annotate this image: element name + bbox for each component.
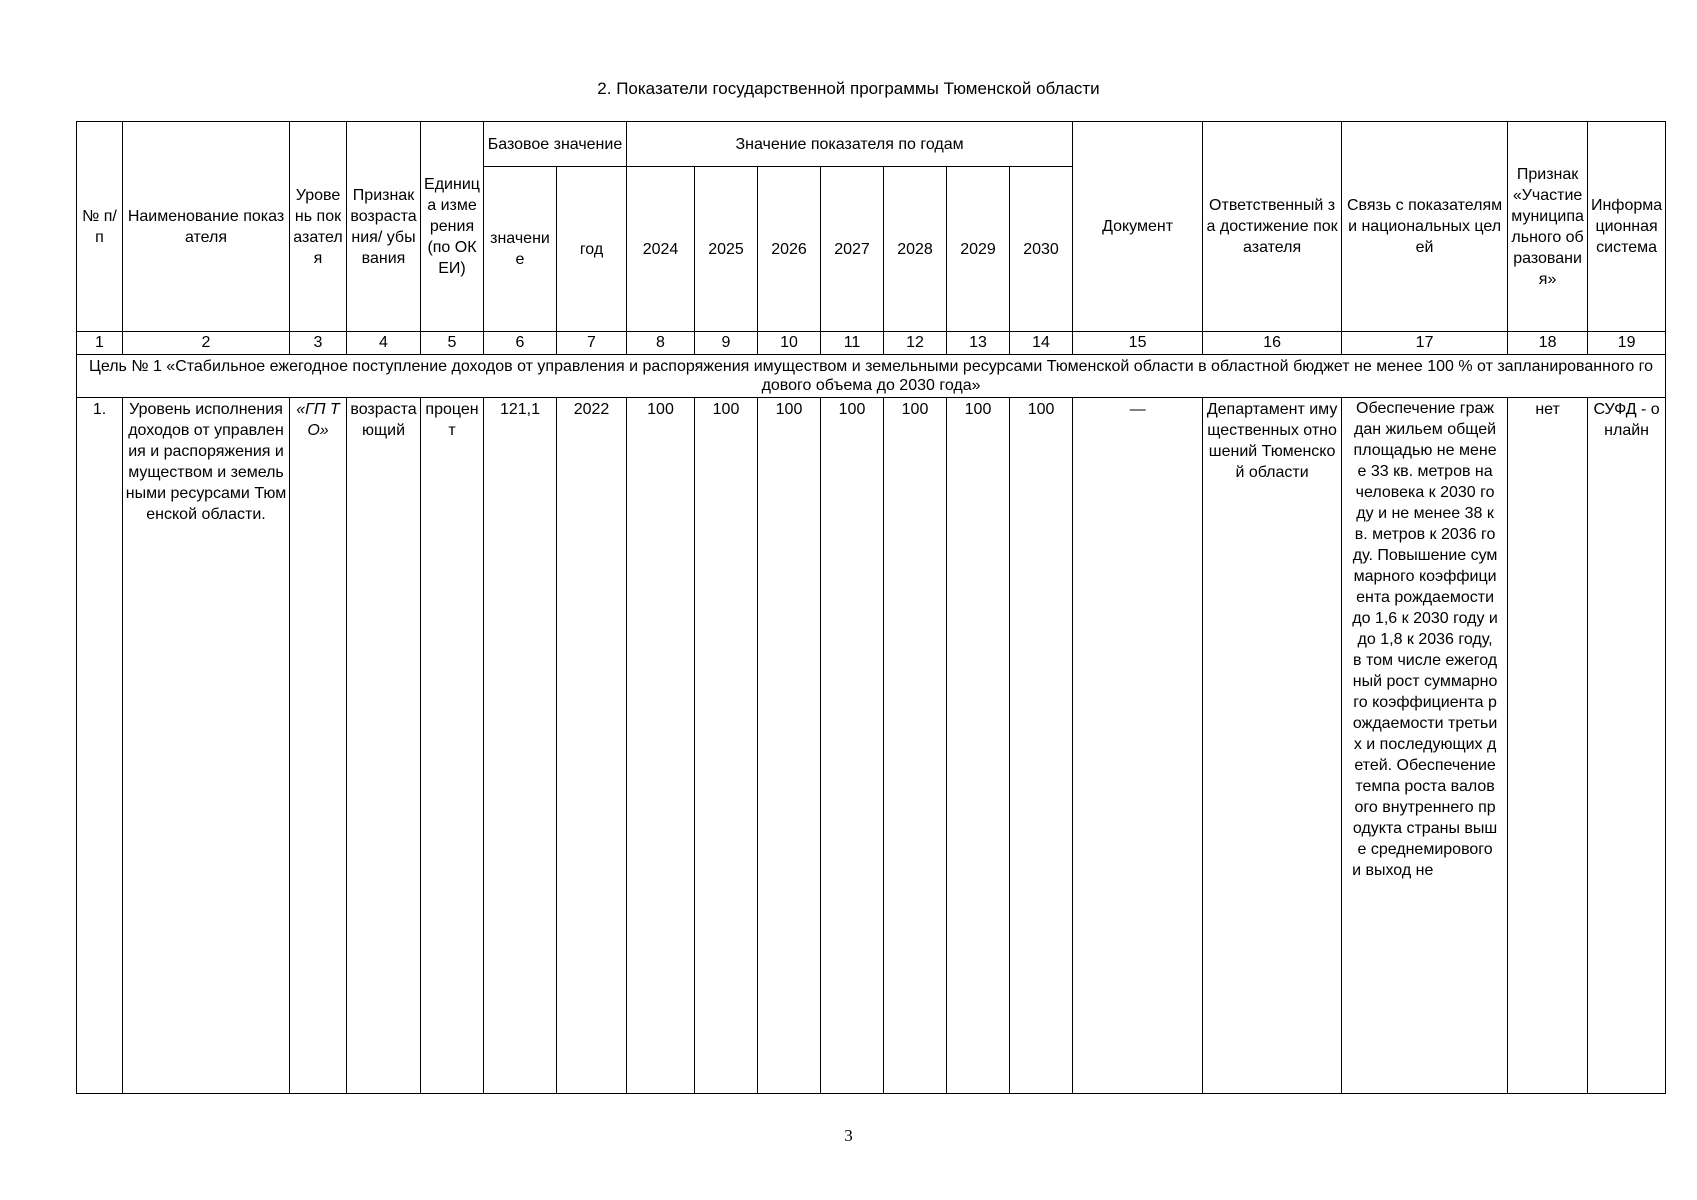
row-name: Уровень исполнения доходов от управления и распоряжения имуществом и земельными ресурсами Тюменской области. [123,398,290,1094]
header-num: № п/п [77,122,123,332]
column-number: 18 [1508,332,1588,355]
indicators-table [76,121,1666,1094]
goal-row [77,355,1666,398]
row-responsible: Департамент имущественных отношений Тюменской области [1203,398,1342,1094]
row-value-2025: 100 [695,398,758,1094]
header-year-2030: 2030 [1010,167,1073,332]
column-number: 17 [1342,332,1508,355]
header-responsible: Ответственный за достижение показателя [1203,122,1342,332]
row-link: Обеспечение граждан жильем общей площадью не менее 33 кв. метров на человека к 2030 году и не менее 38 кв. метров к 2036 году. Повышение суммарного коэффициента рождаемости до 1,6 к 2030 году и до 1,8 к 2036 году, в том числе ежегодный рост суммарного коэффициента рождаемости третьих и последующих детей. Обеспечение темпа роста валового внутреннего продукта страны выше среднемирового и выход не [1342,398,1508,1094]
column-number: 12 [884,332,947,355]
column-number: 11 [821,332,884,355]
column-number: 5 [421,332,484,355]
row-document: — [1073,398,1203,1094]
header-link: Связь с показателями национальных целей [1342,122,1508,332]
header-unit: Единица измерения (по ОКЕИ) [421,122,484,332]
page-title: 2. Показатели государственной программы Тюменской области [597,79,1100,98]
column-number: 9 [695,332,758,355]
row-num: 1. [77,398,123,1094]
header-document: Документ [1073,122,1203,332]
column-number: 6 [484,332,557,355]
column-number: 8 [627,332,695,355]
header-year-2028: 2028 [884,167,947,332]
header-year-2025: 2025 [695,167,758,332]
header-base-value: значение [484,167,557,332]
header-year-2026: 2026 [758,167,821,332]
row-value-2026: 100 [758,398,821,1094]
goal-title: Цель № 1 «Стабильное ежегодное поступление доходов от управления и распоряжения имуществом и земельными ресурсами Тюменской области в областной бюджет не менее 100 % от запланированного годового объема до 2030 года» [77,355,1666,398]
header-year-2029: 2029 [947,167,1010,332]
header-municipal: Признак «Участие муниципального образования» [1508,122,1588,332]
column-number: 16 [1203,332,1342,355]
row-info-system: СУФД - онлайн [1588,398,1666,1094]
header-base: Базовое значение [484,122,627,167]
row-value-2024: 100 [627,398,695,1094]
header-level: Уровень показателя [290,122,347,332]
header-by-years: Значение показателя по годам [627,122,1073,167]
header-info-system: Информационная система [1588,122,1666,332]
column-numbers-row [77,332,1666,355]
column-number: 14 [1010,332,1073,355]
row-value-2030: 100 [1010,398,1073,1094]
row-municipal: нет [1508,398,1588,1094]
column-number: 3 [290,332,347,355]
table-row [77,398,1666,1094]
column-number: 13 [947,332,1010,355]
row-sign: возрастающий [347,398,421,1094]
column-number: 10 [758,332,821,355]
header-row-top [77,122,1666,167]
column-number: 4 [347,332,421,355]
row-value-2029: 100 [947,398,1010,1094]
row-unit: процент [421,398,484,1094]
header-name: Наименование показателя [123,122,290,332]
column-number: 2 [123,332,290,355]
column-number: 15 [1073,332,1203,355]
row-base-year: 2022 [557,398,627,1094]
page-number: 3 [844,1126,853,1145]
row-value-2027: 100 [821,398,884,1094]
column-number: 19 [1588,332,1666,355]
header-year-2024: 2024 [627,167,695,332]
row-base-value: 121,1 [484,398,557,1094]
column-number: 7 [557,332,627,355]
header-year-2027: 2027 [821,167,884,332]
column-number: 1 [77,332,123,355]
header-sign: Признак возрастания/ убывания [347,122,421,332]
header-base-year: год [557,167,627,332]
row-value-2028: 100 [884,398,947,1094]
row-level: «ГП ТО» [290,398,347,1094]
